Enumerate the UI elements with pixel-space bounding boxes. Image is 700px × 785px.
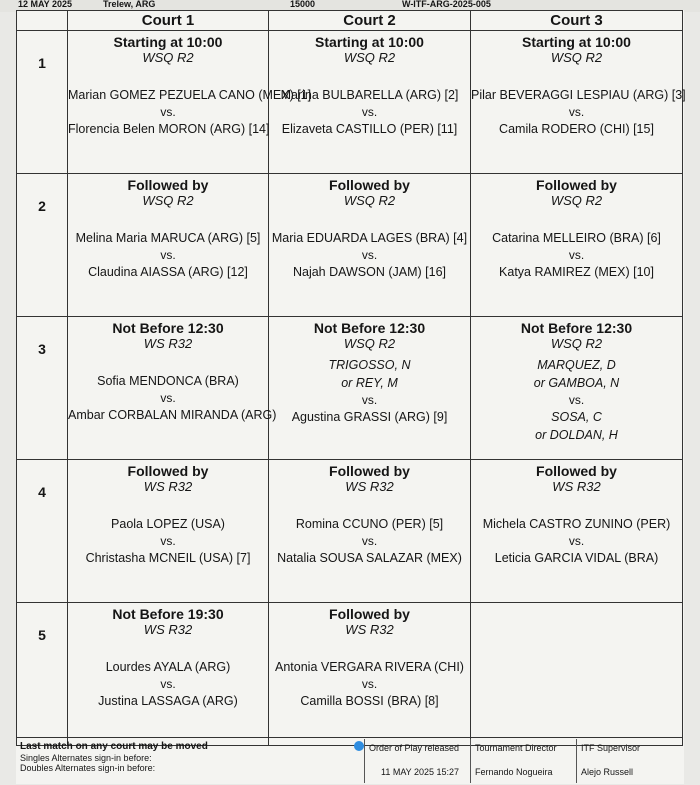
match-cell: [68, 31, 312, 174]
start-time-label: Not Before 19:30: [112, 606, 224, 622]
round-label: WSQ R2: [142, 193, 194, 208]
corner-cell: [17, 11, 68, 31]
start-time-label: Followed by: [536, 177, 617, 193]
round-label: WS R32: [552, 479, 601, 494]
match-row: [17, 460, 683, 603]
player-two: Claudina AIASSA (ARG) [12]: [88, 265, 248, 279]
player-two: Najah DAWSON (JAM) [16]: [292, 265, 447, 279]
player-one: Romina CCUNO (PER) [5]: [295, 517, 444, 531]
player-one: Sofia MENDONCA (BRA): [97, 374, 239, 388]
versus-label: vs.: [160, 105, 176, 119]
match-cell-content: [68, 463, 268, 602]
round-label: WS R32: [345, 479, 394, 494]
start-time-label: Followed by: [536, 463, 617, 479]
spacer: [269, 495, 470, 515]
versus-label: vs.: [361, 105, 378, 119]
start-time-label: Not Before 12:30: [313, 320, 426, 336]
versus-label: vs.: [568, 105, 585, 119]
match-cell-content: [471, 463, 682, 602]
match-cell: [471, 31, 686, 174]
player-two: Ambar CORBALAN MIRANDA (ARG): [68, 408, 277, 422]
player-one-option-a: MARQUEZ, D: [537, 358, 616, 372]
player-two: Leticia GARCIA VIDAL (BRA): [494, 551, 659, 565]
start-time-label: Followed by: [329, 177, 410, 193]
start-time-label: Starting at 10:00: [315, 34, 424, 50]
versus-label: vs.: [568, 248, 585, 262]
versus-label: vs.: [361, 534, 378, 548]
row-number-cell: [17, 174, 68, 317]
player-one: Lourdes AYALA (ARG): [105, 660, 231, 674]
match-cell-content: [269, 606, 470, 745]
row-number-cell: [17, 31, 68, 174]
player-two: Natalia SOUSA SALAZAR (MEX): [277, 551, 462, 565]
player-two: Katya RAMIREZ (MEX) [10]: [499, 265, 654, 279]
player-one: Marian GOMEZ PEZUELA CANO (MEX) [1]: [68, 88, 312, 102]
row-number-cell: [17, 603, 68, 746]
player-two: Agustina GRASSI (ARG) [9]: [291, 410, 448, 424]
spacer: [68, 638, 268, 658]
round-label: WSQ R2: [343, 336, 396, 351]
player-two: Justina LASSAGA (ARG): [98, 694, 238, 708]
match-cell-content: [269, 320, 470, 459]
last-match-note: Last match on any court may be moved: [20, 741, 208, 752]
match-row: [17, 317, 683, 460]
court-header: Court 3: [471, 11, 683, 31]
match-row: [17, 603, 683, 746]
start-time-label: Followed by: [329, 463, 410, 479]
player-one: Michela CASTRO ZUNINO (PER): [482, 517, 671, 531]
match-row: [17, 174, 683, 317]
spacer: [471, 66, 682, 86]
match-cell: [68, 460, 269, 603]
singles-alternates-note: Singles Alternates sign-in before:: [20, 753, 152, 763]
match-cell-content: [269, 34, 470, 173]
schedule-date: 12 MAY 2025: [18, 0, 73, 9]
match-cell: [269, 31, 471, 174]
match-cell: [471, 317, 683, 460]
match-row: [17, 31, 683, 174]
player-two: Elizaveta CASTILLO (PER) [11]: [281, 122, 458, 136]
versus-label: vs.: [361, 677, 378, 691]
spacer: [269, 66, 470, 86]
order-of-play-table: [16, 10, 686, 746]
match-cell-content: [471, 34, 686, 173]
match-cell-content: [471, 177, 682, 316]
match-cell-content: [68, 606, 268, 745]
court-header: Court 2: [269, 11, 471, 31]
order-of-play-sheet: [16, 10, 684, 784]
court-header: Court 1: [68, 11, 269, 31]
doubles-alternates-note: Doubles Alternates sign-in before:: [20, 763, 156, 773]
release-label: Order of Play released: [369, 743, 460, 753]
player-one: Maria EDUARDA LAGES (BRA) [4]: [271, 231, 468, 245]
spacer: [471, 209, 682, 229]
release-time: 11 MAY 2025 15:27: [381, 767, 460, 777]
round-label: WS R32: [143, 622, 193, 637]
prize-money: 15000: [290, 0, 316, 9]
match-cell-content: [68, 177, 268, 316]
row-number: 1: [38, 55, 46, 71]
spacer: [68, 66, 268, 86]
start-time-label: Followed by: [329, 606, 410, 622]
spacer: [68, 495, 268, 515]
director-label: Tournament Director: [475, 743, 557, 753]
start-time-label: Not Before 12:30: [520, 320, 633, 336]
player-two: Camilla BOSSI (BRA) [8]: [300, 694, 439, 708]
match-cell: [68, 317, 277, 460]
versus-label: vs.: [160, 248, 176, 262]
player-one-option-b: or GAMBOA, N: [533, 376, 620, 390]
match-cell: [269, 603, 471, 746]
round-label: WS R32: [143, 479, 193, 494]
player-one: Melina Maria MARUCA (ARG) [5]: [75, 231, 261, 245]
round-label: WSQ R2: [142, 50, 194, 65]
director-box: [470, 739, 577, 783]
player-two: Christasha MCNEIL (USA) [7]: [85, 551, 251, 565]
row-number: 4: [38, 484, 46, 500]
versus-label: vs.: [160, 677, 176, 691]
court-header-row: [17, 11, 683, 31]
match-cell: [471, 174, 683, 317]
start-time-label: Not Before 12:30: [112, 320, 224, 336]
supervisor-box: [576, 739, 681, 783]
match-cell-content: [471, 603, 682, 742]
versus-label: vs.: [160, 534, 176, 548]
match-cell-content: [269, 463, 470, 602]
spacer: [68, 209, 268, 229]
match-cell: [269, 317, 471, 460]
match-cell: [68, 174, 269, 317]
row-number-cell: [17, 460, 68, 603]
spacer: [269, 209, 470, 229]
match-cell-content: [269, 177, 470, 316]
match-cell: [269, 460, 471, 603]
spacer: [269, 638, 470, 658]
round-label: WS R32: [143, 336, 193, 351]
row-number-cell: [17, 317, 68, 460]
match-cell: [471, 460, 683, 603]
versus-label: vs.: [361, 248, 378, 262]
spacer: [68, 352, 268, 372]
event-code: W-ITF-ARG-2025-005: [402, 0, 491, 9]
player-one: Paola LOPEZ (USA): [111, 517, 225, 531]
supervisor-label: ITF Supervisor: [581, 743, 641, 753]
player-two: Camila RODERO (CHI) [15]: [499, 122, 654, 136]
release-box: [364, 739, 471, 783]
footer-section: [16, 737, 682, 785]
round-label: WSQ R2: [343, 50, 396, 65]
status-dot-icon: [354, 741, 364, 751]
match-cell-content: [471, 320, 682, 459]
player-two: Florencia Belen MORON (ARG) [14]: [68, 122, 270, 136]
player-one: Pilar BEVERAGGI LESPIAU (ARG) [3]: [471, 88, 686, 102]
player-one: Marina BULBARELLA (ARG) [2]: [280, 88, 459, 102]
round-label: WS R32: [345, 622, 394, 637]
player-two-option-a: SOSA, C: [551, 410, 602, 424]
start-time-label: Starting at 10:00: [113, 34, 223, 50]
start-time-label: Followed by: [127, 177, 209, 193]
versus-label: vs.: [361, 393, 378, 407]
player-one-option-a: TRIGOSSO, N: [328, 358, 411, 372]
match-cell: [269, 174, 471, 317]
match-cell-content: [68, 34, 312, 173]
start-time-label: Starting at 10:00: [522, 34, 631, 50]
start-time-label: Followed by: [127, 463, 209, 479]
venue-location: Trelew, ARG: [103, 0, 156, 9]
match-cell: [471, 603, 683, 746]
match-cell: [68, 603, 269, 746]
player-one-option-b: or REY, M: [341, 376, 398, 390]
spacer: [471, 495, 682, 515]
row-number: 5: [38, 627, 46, 643]
versus-label: vs.: [568, 393, 585, 407]
row-number: 3: [38, 341, 46, 357]
row-number: 2: [38, 198, 46, 214]
supervisor-name: Alejo Russell: [581, 767, 634, 777]
round-label: WSQ R2: [343, 193, 396, 208]
director-name: Fernando Nogueira: [475, 767, 553, 777]
round-label: WSQ R2: [550, 193, 603, 208]
match-cell-content: [68, 320, 277, 459]
versus-label: vs.: [568, 534, 585, 548]
player-two-option-b: or DOLDAN, H: [535, 428, 618, 442]
round-label: WSQ R2: [550, 50, 603, 65]
versus-label: vs.: [160, 391, 176, 405]
player-one: Antonia VERGARA RIVERA (CHI): [275, 660, 464, 674]
round-label: WSQ R2: [550, 336, 603, 351]
player-one: Catarina MELLEIRO (BRA) [6]: [492, 231, 661, 245]
